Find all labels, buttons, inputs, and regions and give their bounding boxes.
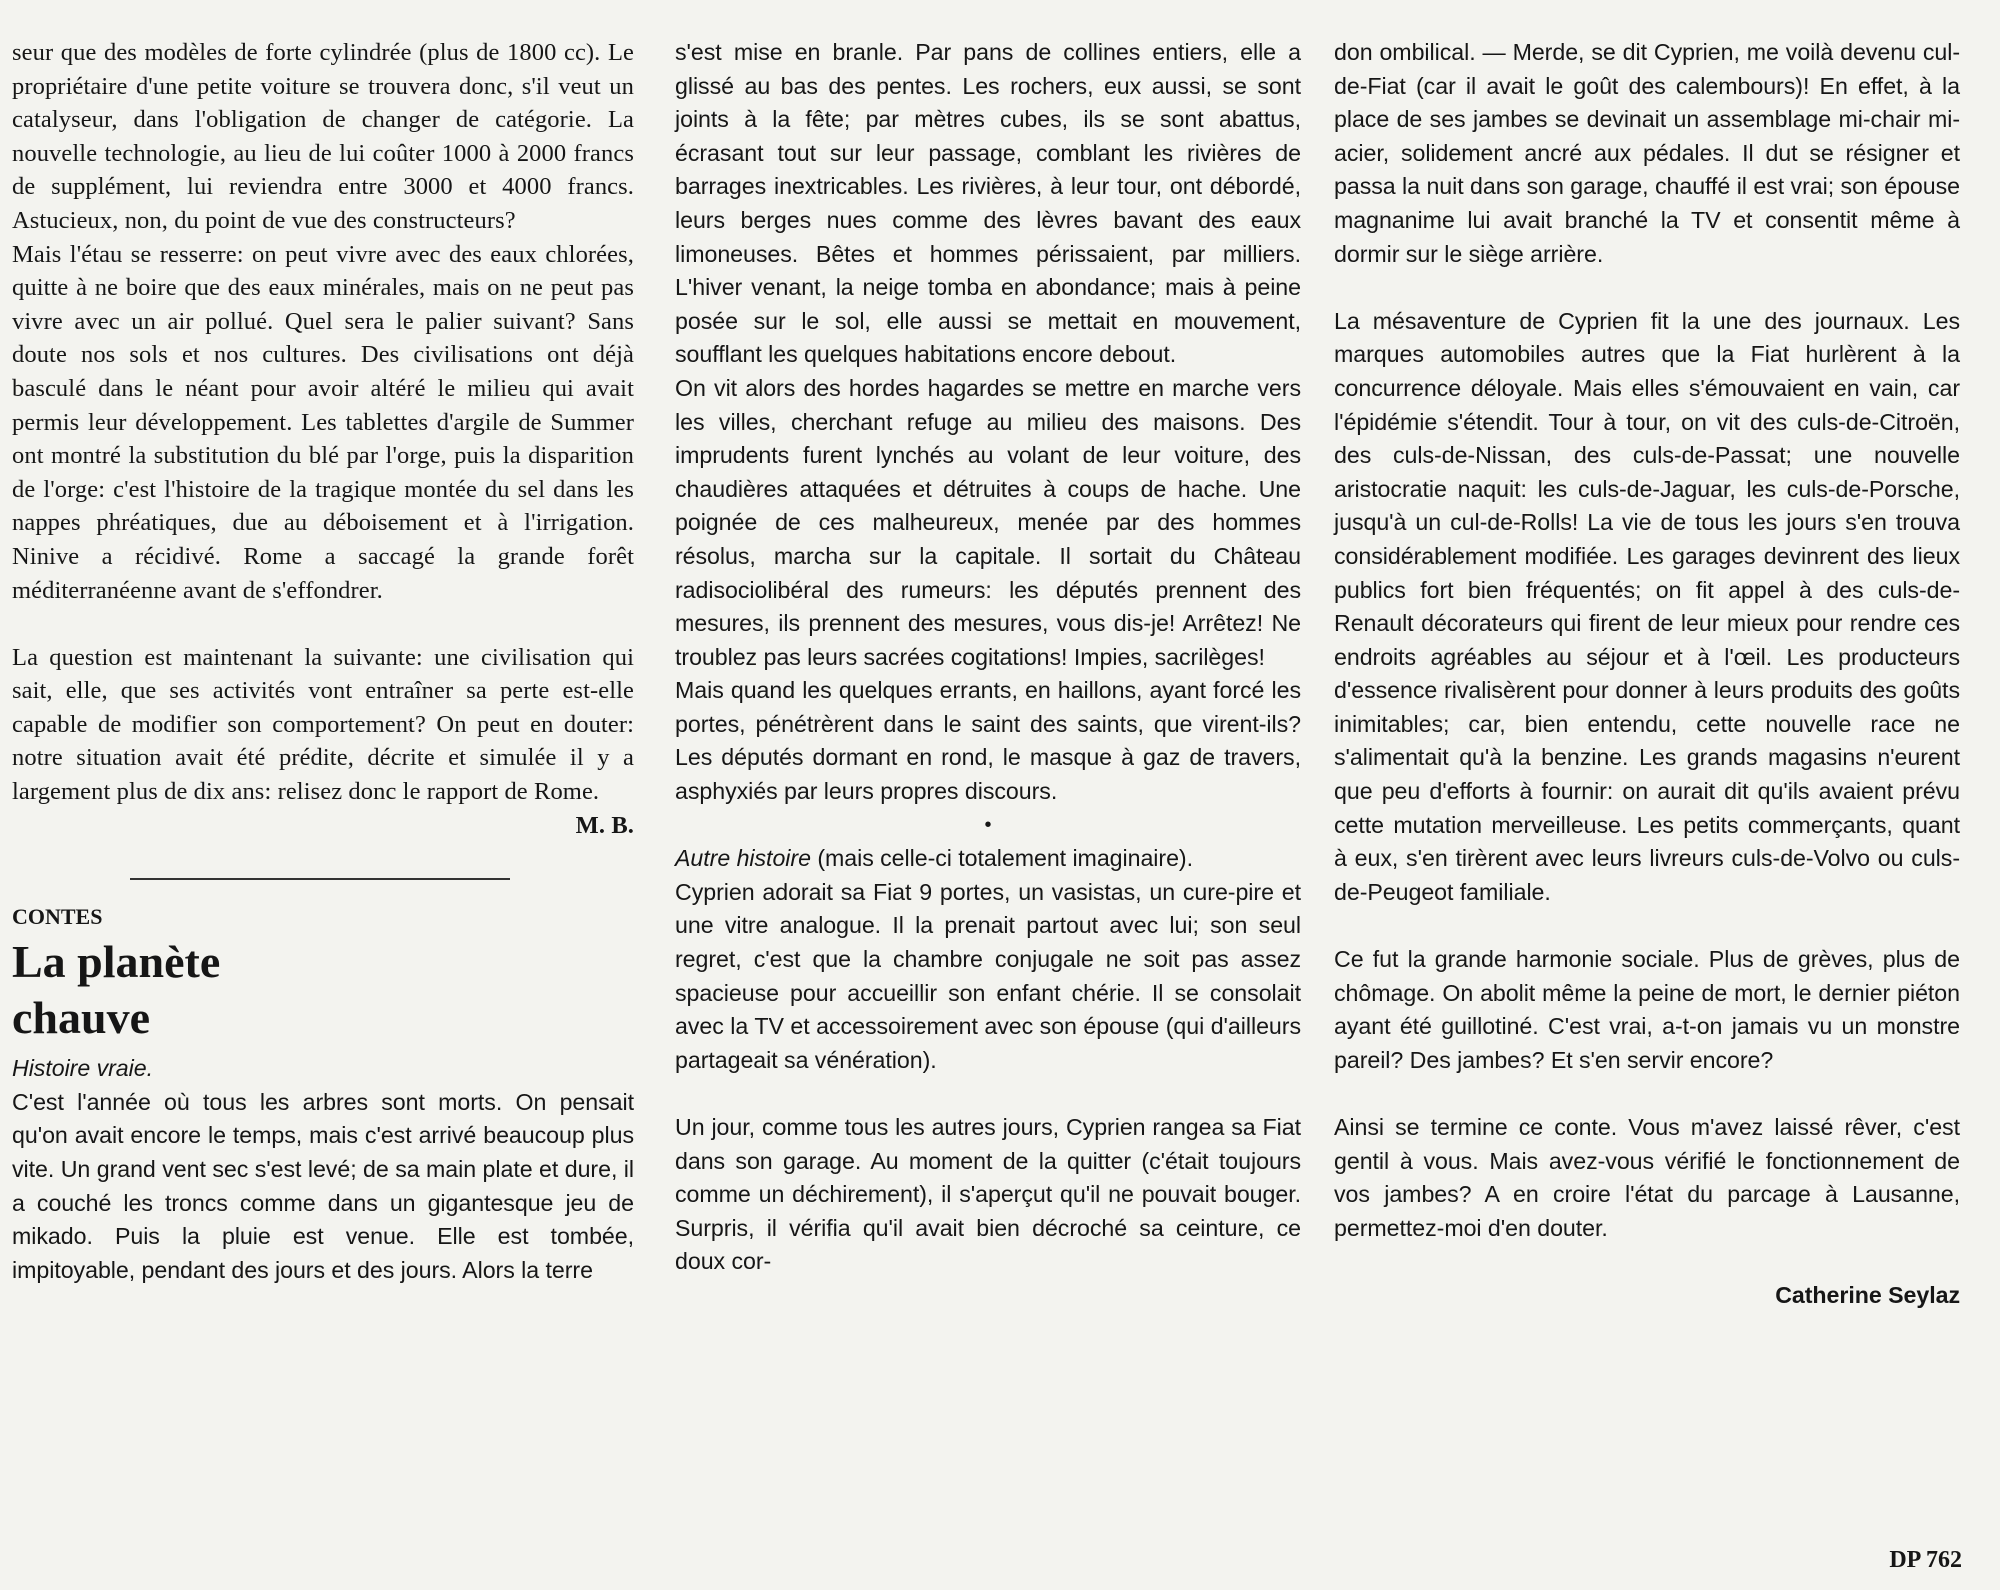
paragraph-gap [675,1077,1301,1111]
col3-paragraph-3: Ce fut la grande harmonie sociale. Plus de grèves, plus de chômage. On abolit même la peine de mort, le dernier piéton ayant été guillotiné. C'est vrai, a-t-on jamais vu un monstre pareil? Des jambes? Et s'en servir encore? [1334,946,1960,1073]
col3-paragraph-2: La mésaventure de Cyprien fit la une des journaux. Les marques automobiles autres que la Fiat hurlèrent à la concurrence déloyale. Mais elles s'émouvaient en vain, car l'épidémie s'étendit. Tour à tour, on vit des culs-de-Citroën, des culs-de-Nissan, des culs-de-Passat; une nouvelle aristocratie naquit: les culs-de-Jaguar, les culs-de-Porsche, jusqu'à un cul-de-Rolls! La vie de tous les jours s'en trouva considérablement modifiée. Les garages devinrent des lieux publics fort bien fréquentés; on fit appel à des culs-de-Renault décorateurs qui firent de leur mieux pour rendre ces endroits agréables au séjour et à l'œil. Les producteurs d'essence rivalisèrent pour donner à leurs produits des goûts inimitables; car, bien entendu, cette nouvelle race ne s'alimentait qu'à la benzine. Les grands magasins n'eurent que peu d'efforts à fournir: on aurait dit qu'ils avaient prévu cette mutation merveilleuse. Les petits commerçants, quant à eux, s'en tirèrent avec leurs livreurs culs-de-Volvo ou culs-de-Peugeot familiale. [1334,307,1960,905]
col1-paragraph-2: Mais l'étau se resserre: on peut vivre avec des eaux chlorées, quitte à ne boire que des eaux minérales, mais on ne peut pas vivre avec un air pollué. Quel sera le palier suivant? Sans doute nos sols et nos cultures. Des civilisations ont déjà basculé dans le néant pour avoir altéré le milieu qui avait permis leur développement. Les tablettes d'argile de Summer ont montré la substitution du blé par l'orge, puis la disparition de l'orge: c'est l'histoire de la tragique montée du sel dans les nappes phréatiques, due au déboisement et à l'irrigation. Ninive a récidivé. Rome a saccagé la grande forêt méditerranéenne avant de s'effondrer. [12,240,634,604]
article-title [12,934,634,1046]
autre-histoire-label: Autre histoire [675,845,811,872]
col2-paragraph-5: Cyprien adorait sa Fiat 9 portes, un vasistas, un cure-pire et une vitre analogue. Il la prenait partout avec lui; son seul regret, c'est que la chambre conjugale ne soit pas assez spacieuse pour accueillir son enfant chérie. Il se consolait avec la TV et accessoirement avec son épouse (qui d'ailleurs partageait sa vénération). [675,878,1301,1073]
author-signature-seylaz: Catherine Seylaz [1775,1281,1960,1308]
section-divider [130,878,510,880]
col1-paragraph-1: seur que des modèles de forte cylindrée (plus de 1800 cc). Le propriétaire d'une petite voiture se trouvera donc, s'il veut un catalyseur, dans l'obligation de changer de catégorie. La nouvelle technologie, au lieu de lui coûter 1000 à 2000 francs de supplément, lui reviendra entre 3000 et 4000 francs. Astucieux, non, du point de vue des constructeurs? [12,39,634,234]
paragraph-gap [1334,271,1960,305]
paragraph-gap [1334,1245,1960,1279]
col3-paragraph-4: Ainsi se termine ce conte. Vous m'avez laissé rêver, c'est gentil à vous. Mais avez-vous vérifié le fonctionnement de vos jambes? A en croire l'état du parcage à Lausanne, permettez-moi d'en douter. [1334,1114,1960,1241]
column-1 [12,36,634,1287]
autre-histoire-rest: (mais celle-ci totalement imaginaire). [810,845,1193,872]
paragraph-gap [12,607,634,641]
col2-paragraph-4 [675,842,1301,876]
section-kicker: CONTES [12,904,103,930]
article-title-line-2: chauve [12,992,150,1044]
page-number: DP 762 [1889,1547,1962,1573]
col1-paragraph-3: La question est maintenant la suivante: une civilisation qui sait, elle, que ses activités vont entraîner sa perte est-elle capable de modifier son comportement? On peut en douter: notre situation avait été prédite, décrite et simulée il y a largement plus de dix ans: relisez donc le rapport de Rome. [12,643,634,806]
article-subtitle: Histoire vraie. [12,1055,153,1082]
col2-paragraph-3: Mais quand les quelques errants, en haillons, ayant forcé les portes, pénétrèrent dans le saint des saints, que virent-ils? Les députés dormant en rond, le masque à gaz de travers, asphyxiés par leurs propres discours. [675,677,1301,805]
col2-paragraph-6: Un jour, comme tous les autres jours, Cyprien rangea sa Fiat dans son garage. Au moment de la quitter (c'était toujours comme un déchirement), il s'aperçut qu'il ne pouvait bouger. Surpris, il vérifia qu'il avait bien décroché sa ceinture, ce doux cor- [675,1114,1301,1275]
col3-paragraph-1: don ombilical. — Merde, se dit Cyprien, me voilà devenu cul-de-Fiat (car il avait le goût des calembours)! En effet, à la place de ses jambes se devinait un assemblage mi-chair mi-acier, solidement ancré aux pédales. Il dut se résigner et passa la nuit dans son garage, chauffé il est vrai; son épouse magnanime lui avait branché la TV et consentit même à dormir sur le siège arrière. [1334,39,1960,267]
col2-paragraph-1: s'est mise en branle. Par pans de collines entiers, elle a glissé au bas des pentes. Les rochers, eux aussi, se sont joints à la fête; par mètres cubes, ils se sont abattus, écrasant tout sur leur passage, comblant les rivières de barrages inextricables. Les rivières, à leur tour, ont débordé, leurs berges nues comme des lèvres bavant des eaux limoneuses. Bêtes et hommes périssaient, par milliers. L'hiver venant, la neige tomba en abondance; mais à peine posée sur le sol, elle aussi se mettait en mouvement, soufflant les quelques habitations encore debout. [675,39,1301,368]
paragraph-gap [1334,909,1960,943]
col1-paragraph-4: C'est l'année où tous les arbres sont morts. On pensait qu'on avait encore le temps, mais c'est arrivé beaucoup plus vite. Un grand vent sec s'est levé; de sa main plate et dure, il a couché les troncs comme dans un gigantesque jeu de mikado. Puis la pluie est venue. Elle est tombée, impitoyable, pendant des jours et des jours. Alors la terre [12,1088,634,1283]
author-signature-mb: M. B. [575,811,634,839]
paragraph-gap [1334,1077,1960,1111]
story-separator: • [984,813,992,836]
col2-paragraph-2: On vit alors des hordes hagardes se mettre en marche vers les villes, cherchant refuge au milieu des maisons. Des imprudents furent lynchés au volant de leur voiture, des chaudières attaquées et détruites à coups de hache. Une poignée de ces malheureux, menée par des hommes résolus, marcha sur la capitale. Il sortait du Château radisociolibéral des rumeurs: les députés prennent des mesures, ils prennent des mesures, vous dis-je! Arrêtez! Ne troublez pas leurs sacrées cogitations! Impies, sacrilèges! [675,374,1301,670]
article-title-line-1: La planète [12,936,221,988]
column-3 [1334,36,1960,1313]
column-2 [675,36,1301,1279]
